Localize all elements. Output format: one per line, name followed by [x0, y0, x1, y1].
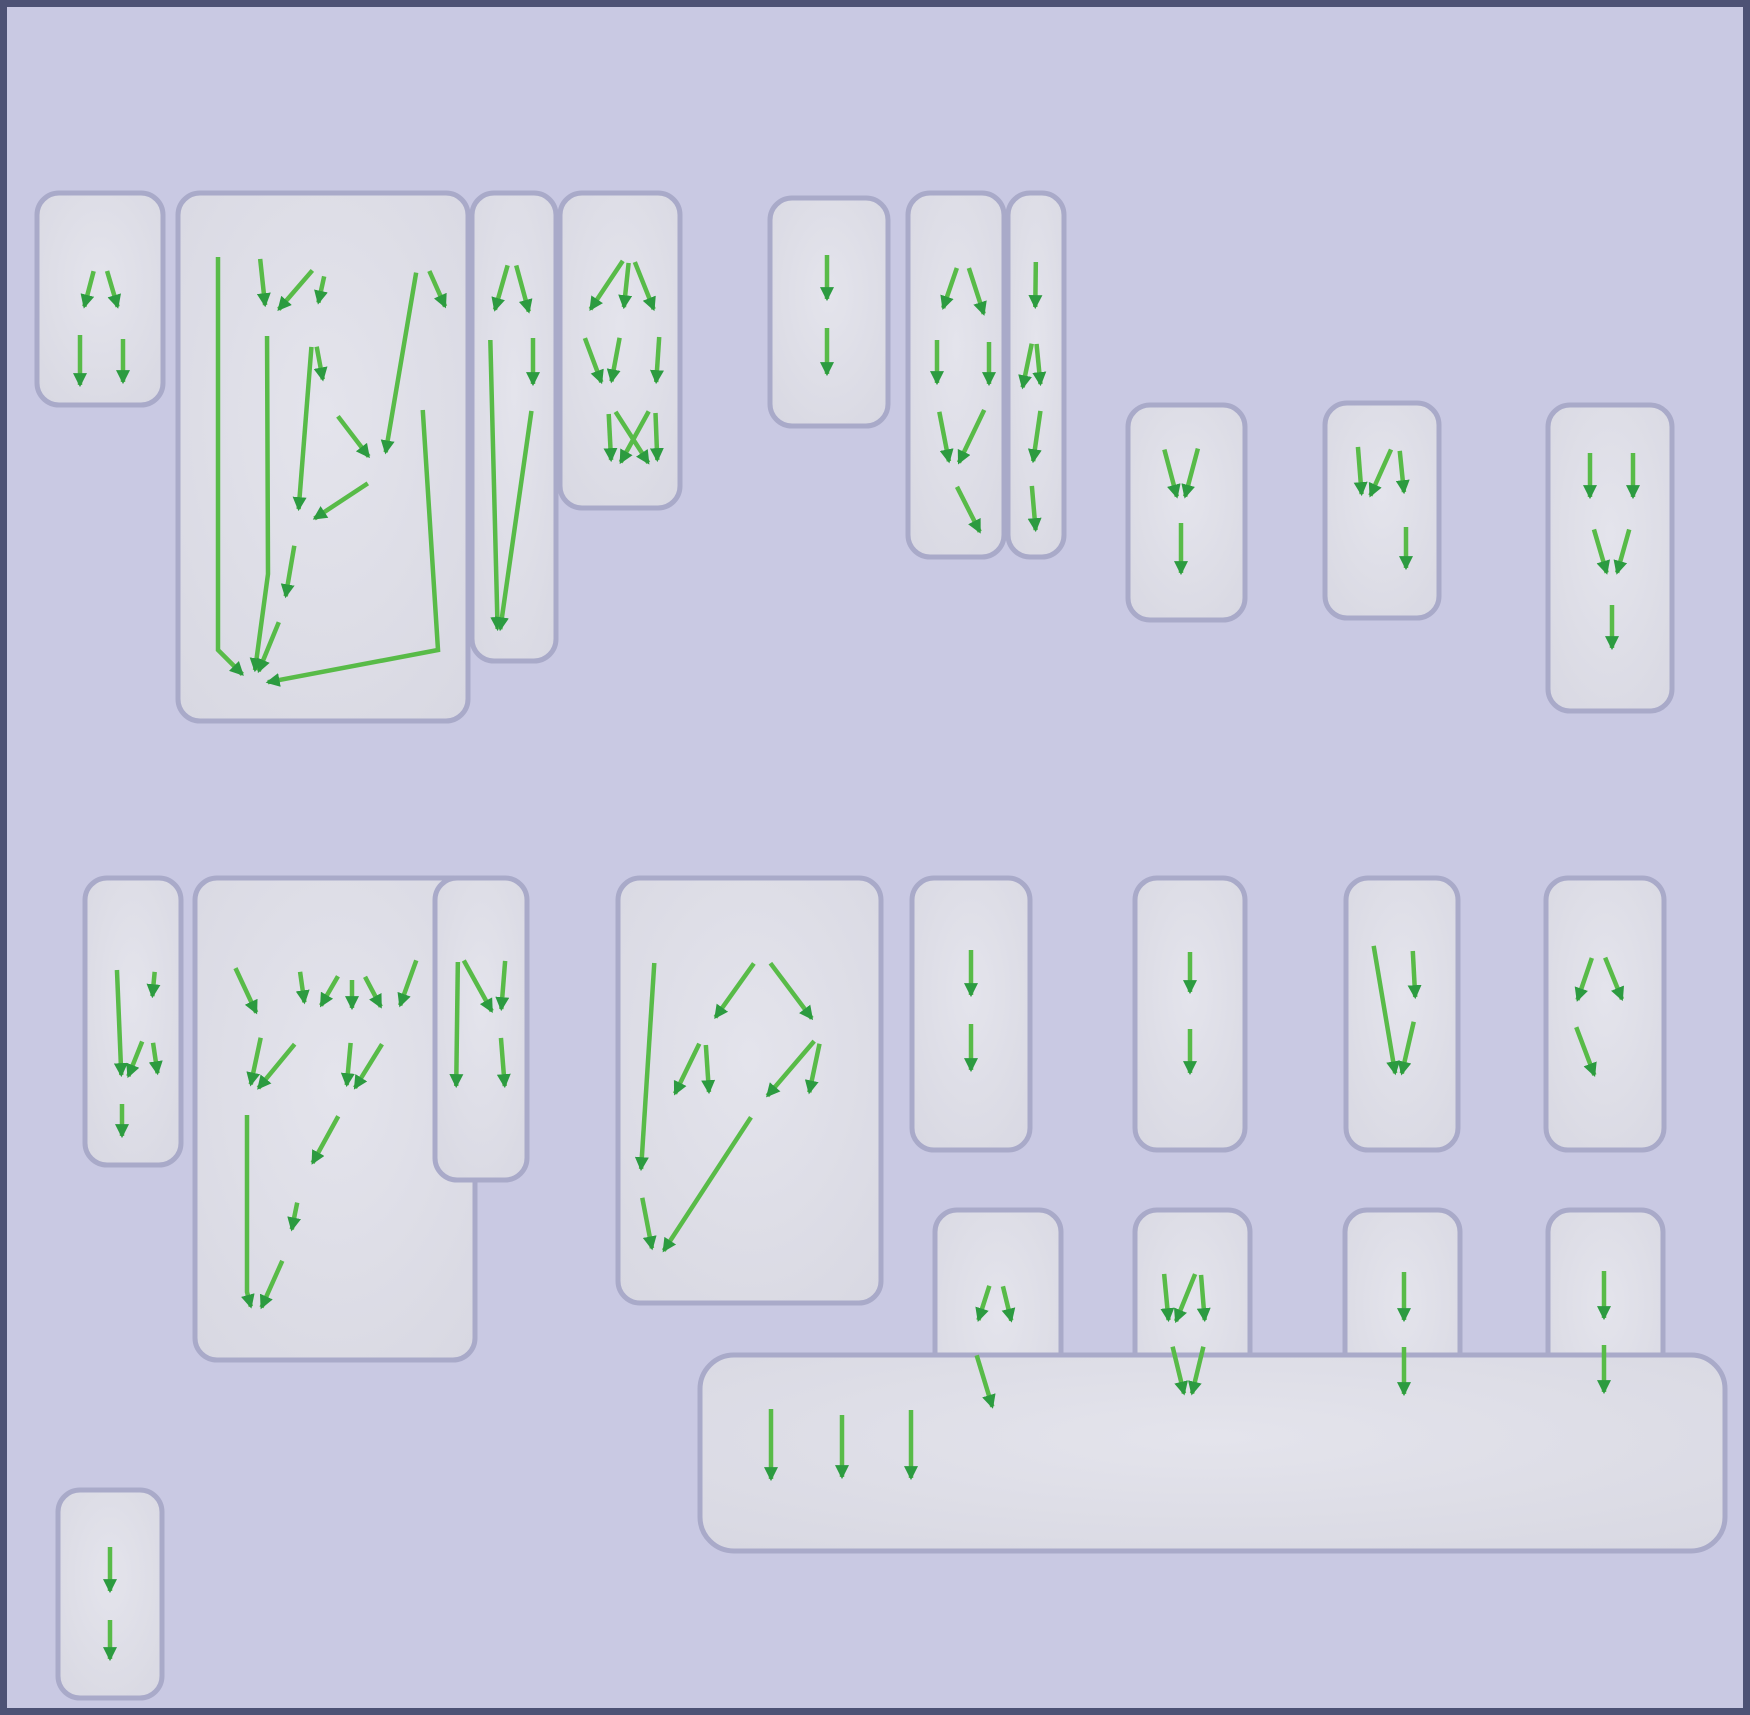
group-box-transcription-cc-1 — [1546, 878, 1664, 1150]
group-box-tight-junctions — [58, 1490, 162, 1698]
group-box-nuclear-transport — [1325, 403, 1439, 618]
group-box-trna-mf-2 — [912, 878, 1030, 1150]
group-box-rna-transport — [1548, 405, 1672, 711]
group-box-microtubule-cytoskeleton-bp — [472, 193, 556, 661]
edge-nucleolus-cc — [1413, 951, 1415, 997]
group-box-trna-bp — [435, 878, 527, 1180]
group-box-trna-mf-1 — [618, 878, 881, 1303]
group-box-mitochondrial-protein-sorting — [1128, 405, 1245, 620]
edge-trna-mf-1 — [706, 1045, 709, 1092]
group-box-mitochondrion-cc — [1008, 193, 1064, 557]
edge-protein-transport — [152, 972, 154, 996]
edge-ubiquitin-degradation-tree — [609, 414, 611, 460]
edge-mitochondrion-cc — [1035, 262, 1036, 307]
group-box-microtubule-cytoskeleton-cc — [37, 193, 163, 405]
group-box-rna-processing-mf — [1135, 878, 1245, 1150]
group-box-protein-transport — [85, 878, 181, 1165]
group-box-shared-terms-strip — [700, 1355, 1725, 1551]
edge-ubiquitin-degradation-tree — [656, 337, 659, 382]
edge-trna-bp — [456, 962, 458, 1086]
group-box-nucleolus-cc — [1346, 878, 1458, 1150]
edge-ubiquitin-degradation-tree — [655, 413, 657, 460]
group-box-ubiquitin-degradation-chain — [770, 198, 888, 426]
